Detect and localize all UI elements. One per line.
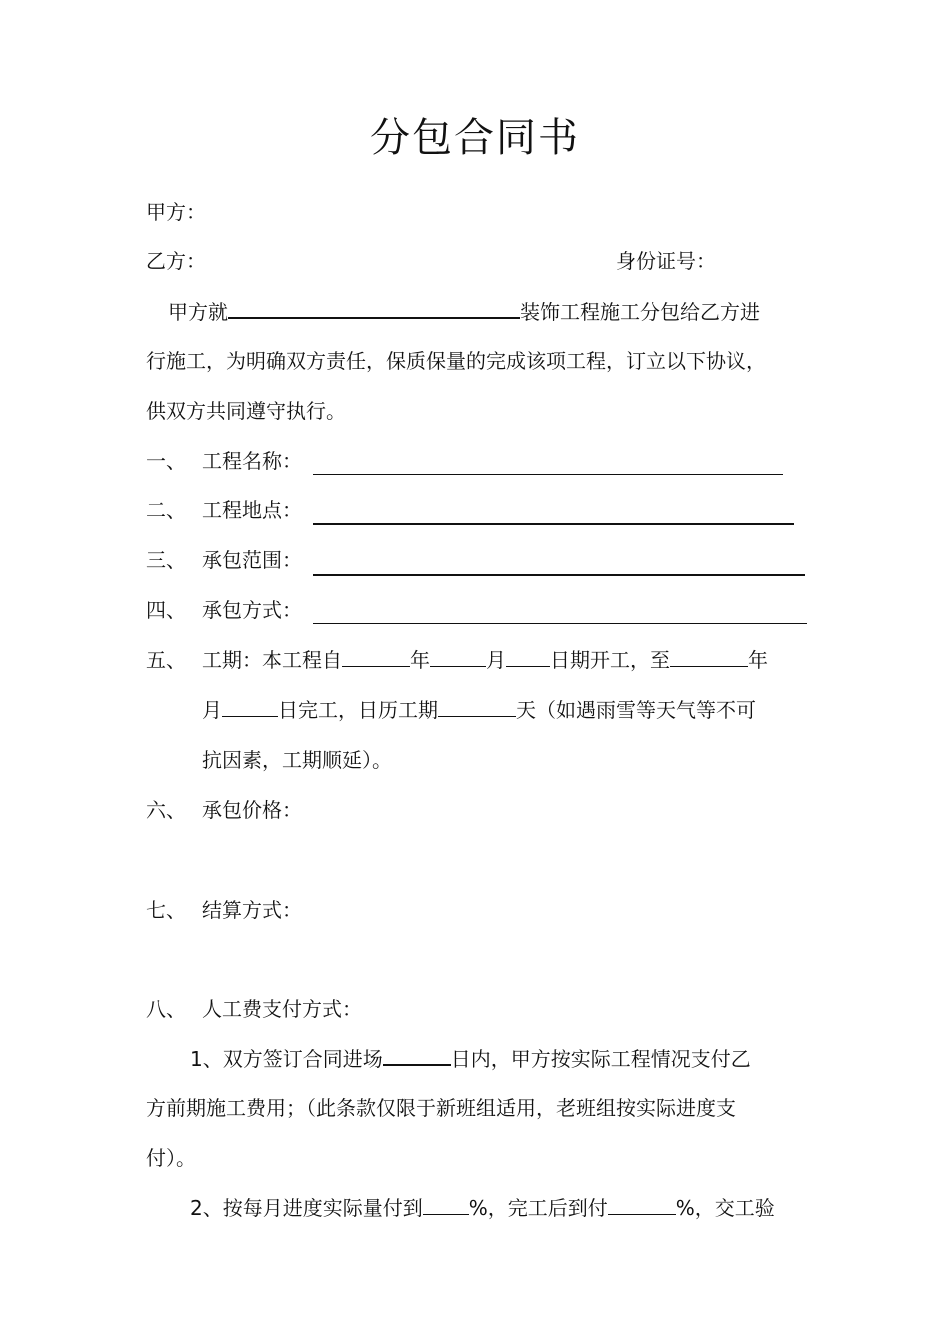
item-contract-price xyxy=(146,796,302,824)
id-number-label: 身份证号： xyxy=(616,249,716,273)
end-year-blank[interactable] xyxy=(670,646,748,667)
start-text: 日期开工，至 xyxy=(550,648,670,672)
item-number: 六、 xyxy=(146,798,186,822)
payment-clause-1-line-3: 付）。 xyxy=(146,1146,196,1170)
party-a-label: 甲方： xyxy=(146,200,206,224)
month-label: 月 xyxy=(202,698,222,722)
item-contract-scope xyxy=(146,546,302,574)
monthly-percent-blank[interactable] xyxy=(423,1194,469,1215)
item-number: 七、 xyxy=(146,898,186,922)
item-label: 工程名称： xyxy=(202,449,302,473)
clause-text-a: 1、双方签订合同进场 xyxy=(190,1047,383,1071)
item-label: 承包范围： xyxy=(202,548,302,572)
item-number: 八、 xyxy=(146,997,186,1021)
contract-scope-blank[interactable] xyxy=(313,552,805,576)
payment-clause-1-line-1 xyxy=(190,1044,751,1073)
item-label: 承包方式： xyxy=(202,598,302,622)
period-text-a: 工期：本工程自 xyxy=(202,648,342,672)
item-settlement xyxy=(146,896,302,924)
completion-percent-blank[interactable] xyxy=(608,1194,676,1215)
item-label: 承包价格： xyxy=(202,798,302,822)
year-label: 年 xyxy=(410,648,430,672)
payment-clause-2-line-1 xyxy=(190,1194,775,1222)
calendar-days-blank[interactable] xyxy=(438,696,516,717)
item-labor-payment xyxy=(146,995,362,1023)
project-location-blank[interactable] xyxy=(313,501,794,525)
item-contract-method xyxy=(146,596,302,624)
year-label: 年 xyxy=(748,648,768,672)
item-number: 五、 xyxy=(146,648,186,672)
item-number: 三、 xyxy=(146,548,186,572)
clause-text-b: 日内，甲方按实际工程情况支付乙 xyxy=(450,1047,751,1071)
contract-method-blank[interactable] xyxy=(313,601,807,624)
page-title: 分包合同书 xyxy=(370,115,580,161)
start-year-blank[interactable] xyxy=(342,646,410,667)
end-text: 日完工，日历工期 xyxy=(278,698,438,722)
start-month-blank[interactable] xyxy=(430,646,486,667)
start-day-blank[interactable] xyxy=(506,646,550,667)
project-blank[interactable] xyxy=(228,297,520,319)
item-label: 结算方式： xyxy=(202,898,302,922)
intro-text-b: 装饰工程施工分包给乙方进 xyxy=(520,300,760,324)
clause-text-b: %，完工后到付 xyxy=(468,1196,608,1220)
item-label: 人工费支付方式： xyxy=(202,997,362,1021)
intro-text-a: 甲方就 xyxy=(168,300,228,324)
item-period-line-1 xyxy=(146,646,768,674)
payment-clause-1-line-2: 方前期施工费用；（此条款仅限于新班组适用，老班组按实际进度支 xyxy=(146,1096,736,1120)
party-b-label: 乙方： xyxy=(146,249,206,273)
month-label: 月 xyxy=(486,648,506,672)
entry-days-blank[interactable] xyxy=(383,1044,451,1066)
intro-line-1 xyxy=(168,297,760,326)
item-period-line-3: 抗因素，工期顺延）。 xyxy=(202,748,392,772)
item-number: 一、 xyxy=(146,449,186,473)
item-project-location xyxy=(146,496,302,524)
clause-text-a: 2、按每月进度实际量付到 xyxy=(190,1196,423,1220)
clause-text-c: %，交工验 xyxy=(675,1196,775,1220)
item-period-line-2 xyxy=(202,696,756,724)
end-month-blank[interactable] xyxy=(222,696,278,717)
item-number: 四、 xyxy=(146,598,186,622)
project-name-blank[interactable] xyxy=(313,452,783,475)
days-text: 天（如遇雨雪等天气等不可 xyxy=(516,698,756,722)
item-project-name xyxy=(146,447,302,475)
intro-line-2: 行施工，为明确双方责任，保质保量的完成该项工程，订立以下协议， xyxy=(146,349,766,373)
item-number: 二、 xyxy=(146,498,186,522)
intro-line-3: 供双方共同遵守执行。 xyxy=(146,399,346,423)
item-label: 工程地点： xyxy=(202,498,302,522)
